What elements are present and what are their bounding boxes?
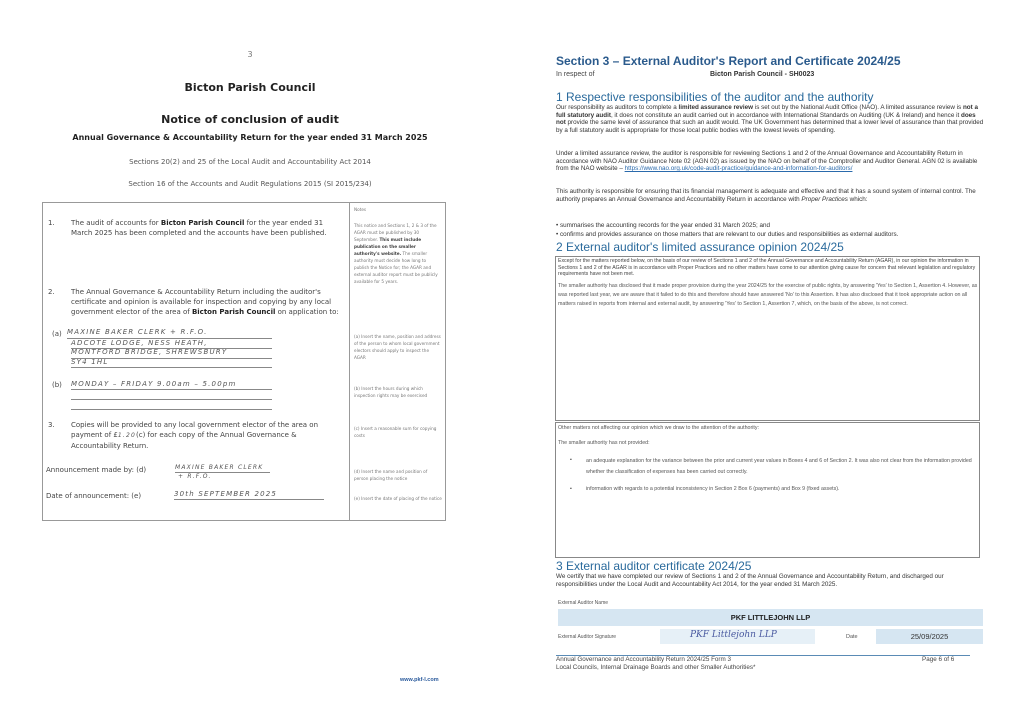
page-indicator: Page 6 of 6	[922, 656, 955, 663]
section-1-bullet-2: • confirms and provides assurance on those matters that are relevant to our duties and responsibilities as external auditors.	[556, 231, 899, 238]
note-b: (b) Insert the hours during which inspection rights may be exercised	[354, 386, 428, 398]
notes-header: Notes	[354, 207, 367, 212]
other-matters-header: Other matters not affecting our opinion which we draw to the attention of the authority:	[558, 425, 760, 431]
item-3-number: 3.	[48, 421, 55, 429]
field-b-underline-2	[71, 399, 272, 400]
date-label-right: Date	[846, 634, 858, 640]
item-1-number: 1.	[48, 219, 55, 227]
field-a-line-2[interactable]: ADCOTE LODGE, NESS HEATH,	[71, 339, 208, 347]
section-1-title: 1 Respective responsibilities of the auditor and the authority	[556, 90, 874, 104]
note-d: (d) Insert the name and position of person placing the notice	[354, 469, 428, 481]
field-a-label: (a)	[52, 330, 62, 338]
announcement-value-line-1[interactable]: MAXINE BAKER CLERK	[175, 464, 264, 471]
signature-label: External Auditor Signature	[558, 634, 617, 640]
field-b-value[interactable]: MONDAY – FRIDAY 9.00am – 5.00pm	[71, 380, 237, 388]
item-2-text: The Annual Governance & Accountability Return including the auditor's certificate and opinion is available for inspection and copying by any local government elector of the area of Bicton Parish Council on application to:	[71, 288, 339, 316]
auditor-name: PKF LITTLEJOHN LLP	[730, 613, 811, 622]
section-1-bullet-1: • summarises the accounting records for the year ended 31 March 2025; and	[556, 222, 770, 229]
section-2-title: 2 External auditor's limited assurance opinion 2024/25	[556, 240, 844, 254]
certificate-date: 25/09/2025	[910, 632, 949, 641]
council-name: Bicton Parish Council	[184, 81, 316, 94]
field-a-underline-4	[71, 367, 272, 368]
announcement-value-line-2[interactable]: + R.F.O.	[178, 473, 212, 480]
section-1-paragraph-1: Our responsibility as auditors to complete a limited assurance review is set out by the National Audit Office (NAO). A limited assurance review is not a full statutory audit, it does not constitute an audit carried out in accordance with International Standards on Auditing (UK & Ireland) and hence it does not provide the same level of assurance that such an audit would. The UK Government has determined that a lower level of assurance than that provided by a full statutory audit is appropriate for those local public bodies with the lowest levels of spending.	[556, 104, 984, 134]
in-respect-of-label: In respect of	[556, 71, 595, 78]
notes-intro: This notice and Sections 1, 2 & 3 of the AGAR must be published by 30 September. This must include publication on the smaller authority's website. The smaller authority must decide how long to publish the Notice for; the AGAR and external auditor report must be publicly available for 5 years.	[354, 223, 438, 284]
footer-line-2: Local Councils, Internal Drainage Boards and other Smaller Authorities*	[556, 664, 756, 671]
field-b-underline-1	[71, 389, 272, 390]
date-label: Date of announcement: (e)	[46, 492, 142, 500]
item-1-text: The audit of accounts for Bicton Parish Council for the year ended 31 March 2025 has been completed and the accounts have been published.	[71, 219, 327, 237]
section3-heading: Section 3 – External Auditor's Report and Certificate 2024/25	[556, 54, 901, 68]
date-underline	[174, 499, 324, 500]
opinion-matters-text: The smaller authority has disclosed that it made proper provision during the year 2024/25 for the exercise of public rights, by answering 'Yes' to Section 1, Assertion 4. However, as was reported last year, we are aware that it failed to do this and therefore should have answered 'No' to this Assertion. It has also disclosed that it took appropriate action on all matters raised in reports from internal and external audit, by answering 'Yes' to Section 1, Assertion 7, which, on the basis of the above, is not correct.	[558, 283, 978, 307]
section-3-title: 3 External auditor certificate 2024/25	[556, 559, 752, 573]
notes-column-divider	[349, 202, 350, 521]
council-reference: Bicton Parish Council - SH0023	[710, 71, 815, 78]
field-a-line-3[interactable]: MONTFORD BRIDGE, SHREWSBURY	[71, 348, 228, 356]
opinion-text: Except for the matters reported below, on the basis of our review of Sections 1 and 2 of the Annual Governance and Accountability Return (AGAR), in our opinion the information in Sections 1 and 2 of the AGAR is in accordance with Proper Practices and no other matters have come to our attention giving cause for concern that relevant legislation and regulatory requirements have not been met.	[558, 258, 976, 277]
note-e: (e) Insert the date of placing of the notice	[354, 496, 442, 501]
note-c: (c) Insert a reasonable sum for copying costs	[354, 426, 437, 438]
field-a-line-4[interactable]: SY4 1HL	[71, 358, 109, 366]
notice-subtitle: Annual Governance & Accountability Return for the year ended 31 March 2025	[72, 133, 428, 142]
auditor-name-label: External Auditor Name	[558, 600, 609, 606]
act-reference-2: Section 16 of the Accounts and Audit Regulations 2015 (SI 2015/234)	[128, 180, 372, 188]
item-3-text: Copies will be provided to any local government elector of the area on payment of £1.20(c) for each copy of the Annual Governance & Accountability Return.	[71, 421, 319, 450]
website-link[interactable]: www.pkf-l.com	[400, 677, 439, 683]
other-matters-intro: The smaller authority has not provided:	[558, 440, 650, 446]
notice-title: Notice of conclusion of audit	[161, 113, 339, 126]
other-matters-bullet-1: an adequate explanation for the variance between the prior and current year values in Boxes 4 and 6 of Section 2. It was also not clear from the information provided whether the classification of expenses has been carried out correctly.	[586, 458, 972, 475]
field-b-underline-3	[71, 409, 272, 410]
nao-guidance-link[interactable]: https://www.nao.org.uk/code-audit-practice/guidance-and-information-for-auditors/	[624, 165, 853, 173]
footer-line-1: Annual Governance and Accountability Return 2024/25 Form 3	[556, 656, 732, 663]
auditor-signature: PKF Littlejohn LLP	[690, 630, 777, 640]
other-matters-bullet-2: information with regards to a potential inconsistency in Section 2 Box 6 (payments) and Box 9 (fixed assets).	[586, 486, 840, 492]
field-b-label: (b)	[52, 381, 62, 389]
page-number: 3	[247, 50, 253, 59]
certificate-text: We certify that we have completed our review of Sections 1 and 2 of the Annual Governance and Accountability Return, and discharged our responsibilities under the Local Audit and Accountability Act 2014, for the year ended 31 March 2025.	[556, 573, 944, 588]
announcement-label: Announcement made by: (d)	[46, 466, 147, 474]
opinion-box	[555, 256, 980, 421]
section-1-paragraph-3: This authority is responsible for ensuring that its financial management is adequate and effective and that it has a sound system of internal control. The authority prepares an Annual Governance and Accountability Return in accordance with Proper Practices which:	[556, 188, 976, 203]
date-value[interactable]: 30th SEPTEMBER 2025	[174, 490, 278, 498]
act-reference-1: Sections 20(2) and 25 of the Local Audit and Accountability Act 2014	[129, 158, 371, 166]
item-2-number: 2.	[48, 288, 55, 296]
section-1-paragraph-2: Under a limited assurance review, the auditor is responsible for reviewing Sections 1 and 2 of the Annual Governance and Accountability Return in accordance with NAO Auditor Guidance Note 02 (AGN 02) as issued by the NAO on behalf of the Comptroller and Auditor General. AGN 02 is available from the NAO website – https://www.nao.org.uk/code-audit-practice/guidance-and-information-for-auditors/	[556, 150, 978, 173]
note-a: (a) Insert the name, position and address of the person to whom local government electors should apply to inspect the AGAR	[354, 334, 441, 360]
bullet-icon: ▪	[570, 486, 572, 492]
field-a-line-1[interactable]: MAXINE BAKER CLERK + R.F.O.	[67, 328, 208, 336]
bullet-icon: ▪	[570, 457, 572, 463]
